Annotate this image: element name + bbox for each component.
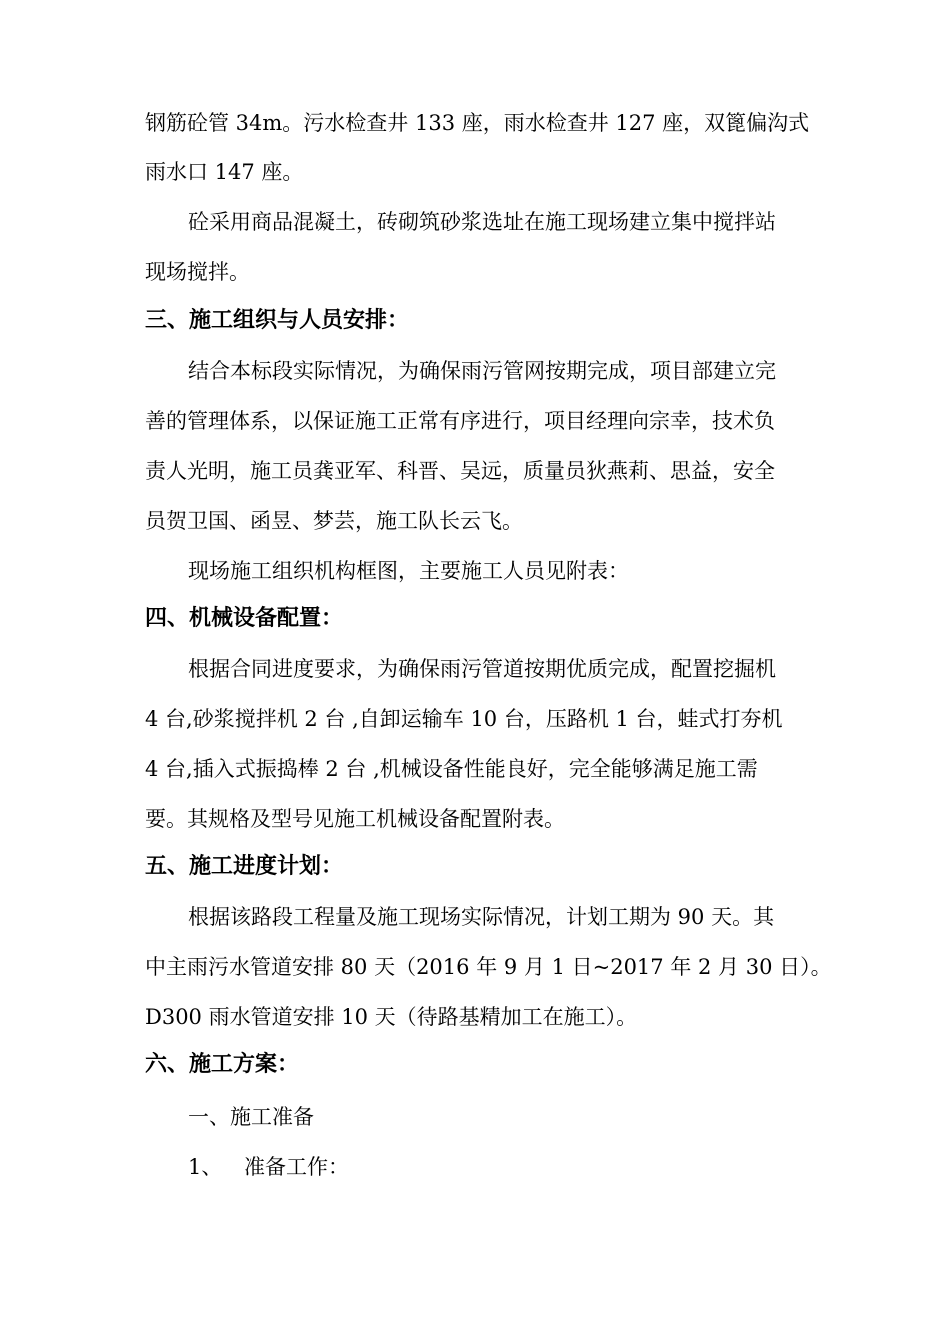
body-text-line: 现场搅拌。 bbox=[145, 260, 250, 284]
item-number: 1、 bbox=[188, 1155, 223, 1179]
numbered-item bbox=[188, 1152, 349, 1182]
section-heading-4: 四、机械设备配置： bbox=[145, 606, 344, 631]
body-text-line: 4 台,砂浆搅拌机 2 台 ,自卸运输车 10 台，压路机 1 台，蛙式打夯机 bbox=[145, 707, 783, 731]
body-text-line: 员贺卫国、函昱、梦芸，施工队长云飞。 bbox=[145, 509, 523, 533]
section-heading-6: 六、施工方案： bbox=[145, 1052, 300, 1077]
body-text-line: 根据该路段工程量及施工现场实际情况，计划工期为 90 天。其 bbox=[188, 905, 775, 929]
body-text-line: 结合本标段实际情况，为确保雨污管网按期完成，项目部建立完 bbox=[188, 359, 776, 383]
item-text: 准备工作： bbox=[244, 1155, 349, 1179]
section-heading-3: 三、施工组织与人员安排： bbox=[145, 308, 410, 333]
body-text-line: 要。其规格及型号见施工机械设备配置附表。 bbox=[145, 807, 565, 831]
body-text-line: 善的管理体系，以保证施工正常有序进行，项目经理向宗幸，技术负 bbox=[145, 409, 775, 433]
body-text-line: 钢筋砼管 34m。污水检查井 133 座，雨水检查井 127 座，双篦偏沟式 bbox=[145, 111, 810, 135]
body-text-line: D300 雨水管道安排 10 天（待路基精加工在施工）。 bbox=[145, 1005, 638, 1029]
body-text-line: 砼采用商品混凝土，砖砌筑砂浆选址在施工现场建立集中搅拌站 bbox=[188, 210, 776, 234]
body-text-line: 中主雨污水管道安排 80 天（2016 年 9 月 1 日~2017 年 2 月 30 日）。 bbox=[145, 955, 832, 979]
body-text-line: 4 台,插入式振捣棒 2 台 ,机械设备性能良好，完全能够满足施工需 bbox=[145, 757, 758, 781]
body-text-line: 雨水口 147 座。 bbox=[145, 160, 304, 184]
body-text-line: 责人光明，施工员龚亚军、科晋、吴远，质量员狄燕莉、思益，安全 bbox=[145, 459, 775, 483]
body-text-line: 根据合同进度要求，为确保雨污管道按期优质完成，配置挖掘机 bbox=[188, 657, 776, 681]
body-text-line: 现场施工组织机构框图，主要施工人员见附表： bbox=[188, 559, 629, 583]
subsection-title: 一、施工准备 bbox=[188, 1105, 314, 1129]
section-heading-5: 五、施工进度计划： bbox=[145, 854, 344, 879]
